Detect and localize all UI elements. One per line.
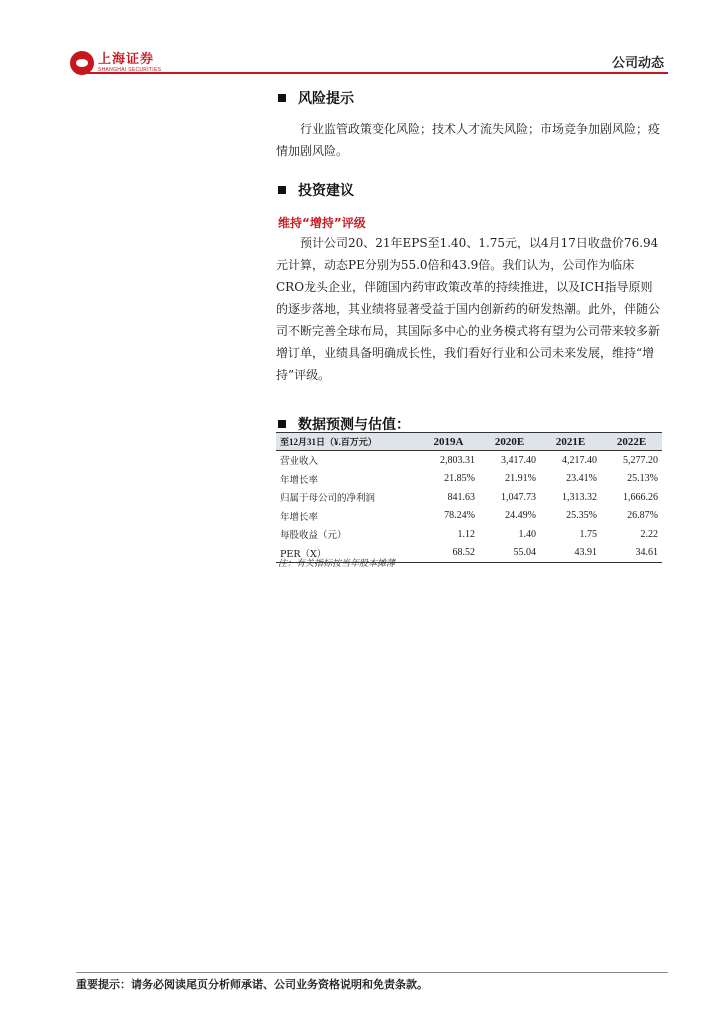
risk-paragraph: 行业监管政策变化风险；技术人才流失风险；市场竞争加剧风险；疫情加剧风险。 <box>276 122 661 158</box>
table-cell: 1,313.32 <box>562 491 597 503</box>
forecast-table <box>276 432 662 563</box>
row-label: 营业收入 <box>280 456 319 468</box>
risk-section-title <box>278 88 354 108</box>
table-cell: 5,277.20 <box>623 454 658 466</box>
table-cell: 4,217.40 <box>562 454 597 466</box>
row-label: PER（X） <box>280 548 327 560</box>
column-header: 2022E <box>616 435 647 448</box>
table-cell: 2.22 <box>640 528 658 540</box>
forecast-section-title <box>278 414 410 434</box>
table-cell: 21.85% <box>444 473 475 485</box>
report-type-label: 公司动态 <box>611 56 664 71</box>
table-cell: 1.12 <box>457 528 475 540</box>
table-row <box>276 507 662 526</box>
invest-paragraph: 预计公司20、21年EPS至1.40、1.75元，以4月17日收盘价76.94元计算，动态PE分别为55.0倍和43.9倍。我们认为，公司作为临床CRO龙头企业，伴随国内药审政策改革的持续推进，以及ICH指导原则的逐步落地，其业绩将显著受益于国内创新药的研发热潮。此外，伴随公司不断完善全球布局，其国际多中心的业务模式将有望为公司带来较多新增订单，业绩具备明确成长性，我们看好行业和公司未来发展，维持“增持”评级。 <box>276 236 661 382</box>
bullet-square-icon <box>278 186 286 194</box>
column-header: 2020E <box>494 435 525 448</box>
invest-section-title <box>278 180 354 200</box>
invest-title-text: 投资建议 <box>298 183 354 199</box>
forecast-title-text: 数据预测与估值： <box>298 417 410 433</box>
row-label: 年增长率 <box>280 511 319 523</box>
table-cell: 3,417.40 <box>501 454 536 466</box>
logo-name-en: SHANGHAI SECURITIES <box>98 66 162 73</box>
table-cell: 25.35% <box>566 510 597 522</box>
table-row <box>276 451 662 470</box>
table-cell: 24.49% <box>505 510 536 522</box>
risk-title-text: 风险提示 <box>298 91 354 107</box>
table-header-row <box>276 433 662 451</box>
table-footnote: 注：有关指标按当年股本摊薄 <box>278 559 396 569</box>
row-label: 年增长率 <box>280 474 319 486</box>
row-label: 每股收益（元） <box>280 530 347 542</box>
table-cell: 25.13% <box>627 473 658 485</box>
table-cell: 68.52 <box>452 547 475 559</box>
table-cell: 55.04 <box>513 547 536 559</box>
column-header: 至12月31日（¥.百万元） <box>280 437 377 447</box>
column-header: 2021E <box>555 435 586 448</box>
column-header: 2019A <box>433 435 464 448</box>
table-cell: 841.63 <box>447 491 475 503</box>
table-cell: 1,666.26 <box>623 491 658 503</box>
table-cell: 34.61 <box>635 547 658 559</box>
footer-divider <box>76 972 668 973</box>
logo-name-cn: 上海证券 <box>98 51 155 67</box>
table-cell: 43.91 <box>574 547 597 559</box>
disclaimer-notice: 重要提示：请务必阅读尾页分析师承诺、公司业务资格说明和免责条款。 <box>76 978 428 991</box>
table-cell: 1.75 <box>579 528 597 540</box>
table-cell: 21.91% <box>505 473 536 485</box>
table-row <box>276 525 662 544</box>
table-cell: 26.87% <box>627 510 658 522</box>
table-cell: 1,047.73 <box>501 491 536 503</box>
table-cell: 1.40 <box>518 528 536 540</box>
row-label: 归属于母公司的净利润 <box>280 493 376 505</box>
table-cell: 2,803.31 <box>440 454 475 466</box>
table-cell: 23.41% <box>566 473 597 485</box>
bullet-square-icon <box>278 94 286 102</box>
header-divider <box>76 72 668 74</box>
table-row <box>276 470 662 489</box>
bullet-square-icon <box>278 420 286 428</box>
table-row <box>276 488 662 507</box>
rating-subtitle: 维持“增持”评级 <box>278 216 366 230</box>
table-cell: 78.24% <box>444 510 475 522</box>
